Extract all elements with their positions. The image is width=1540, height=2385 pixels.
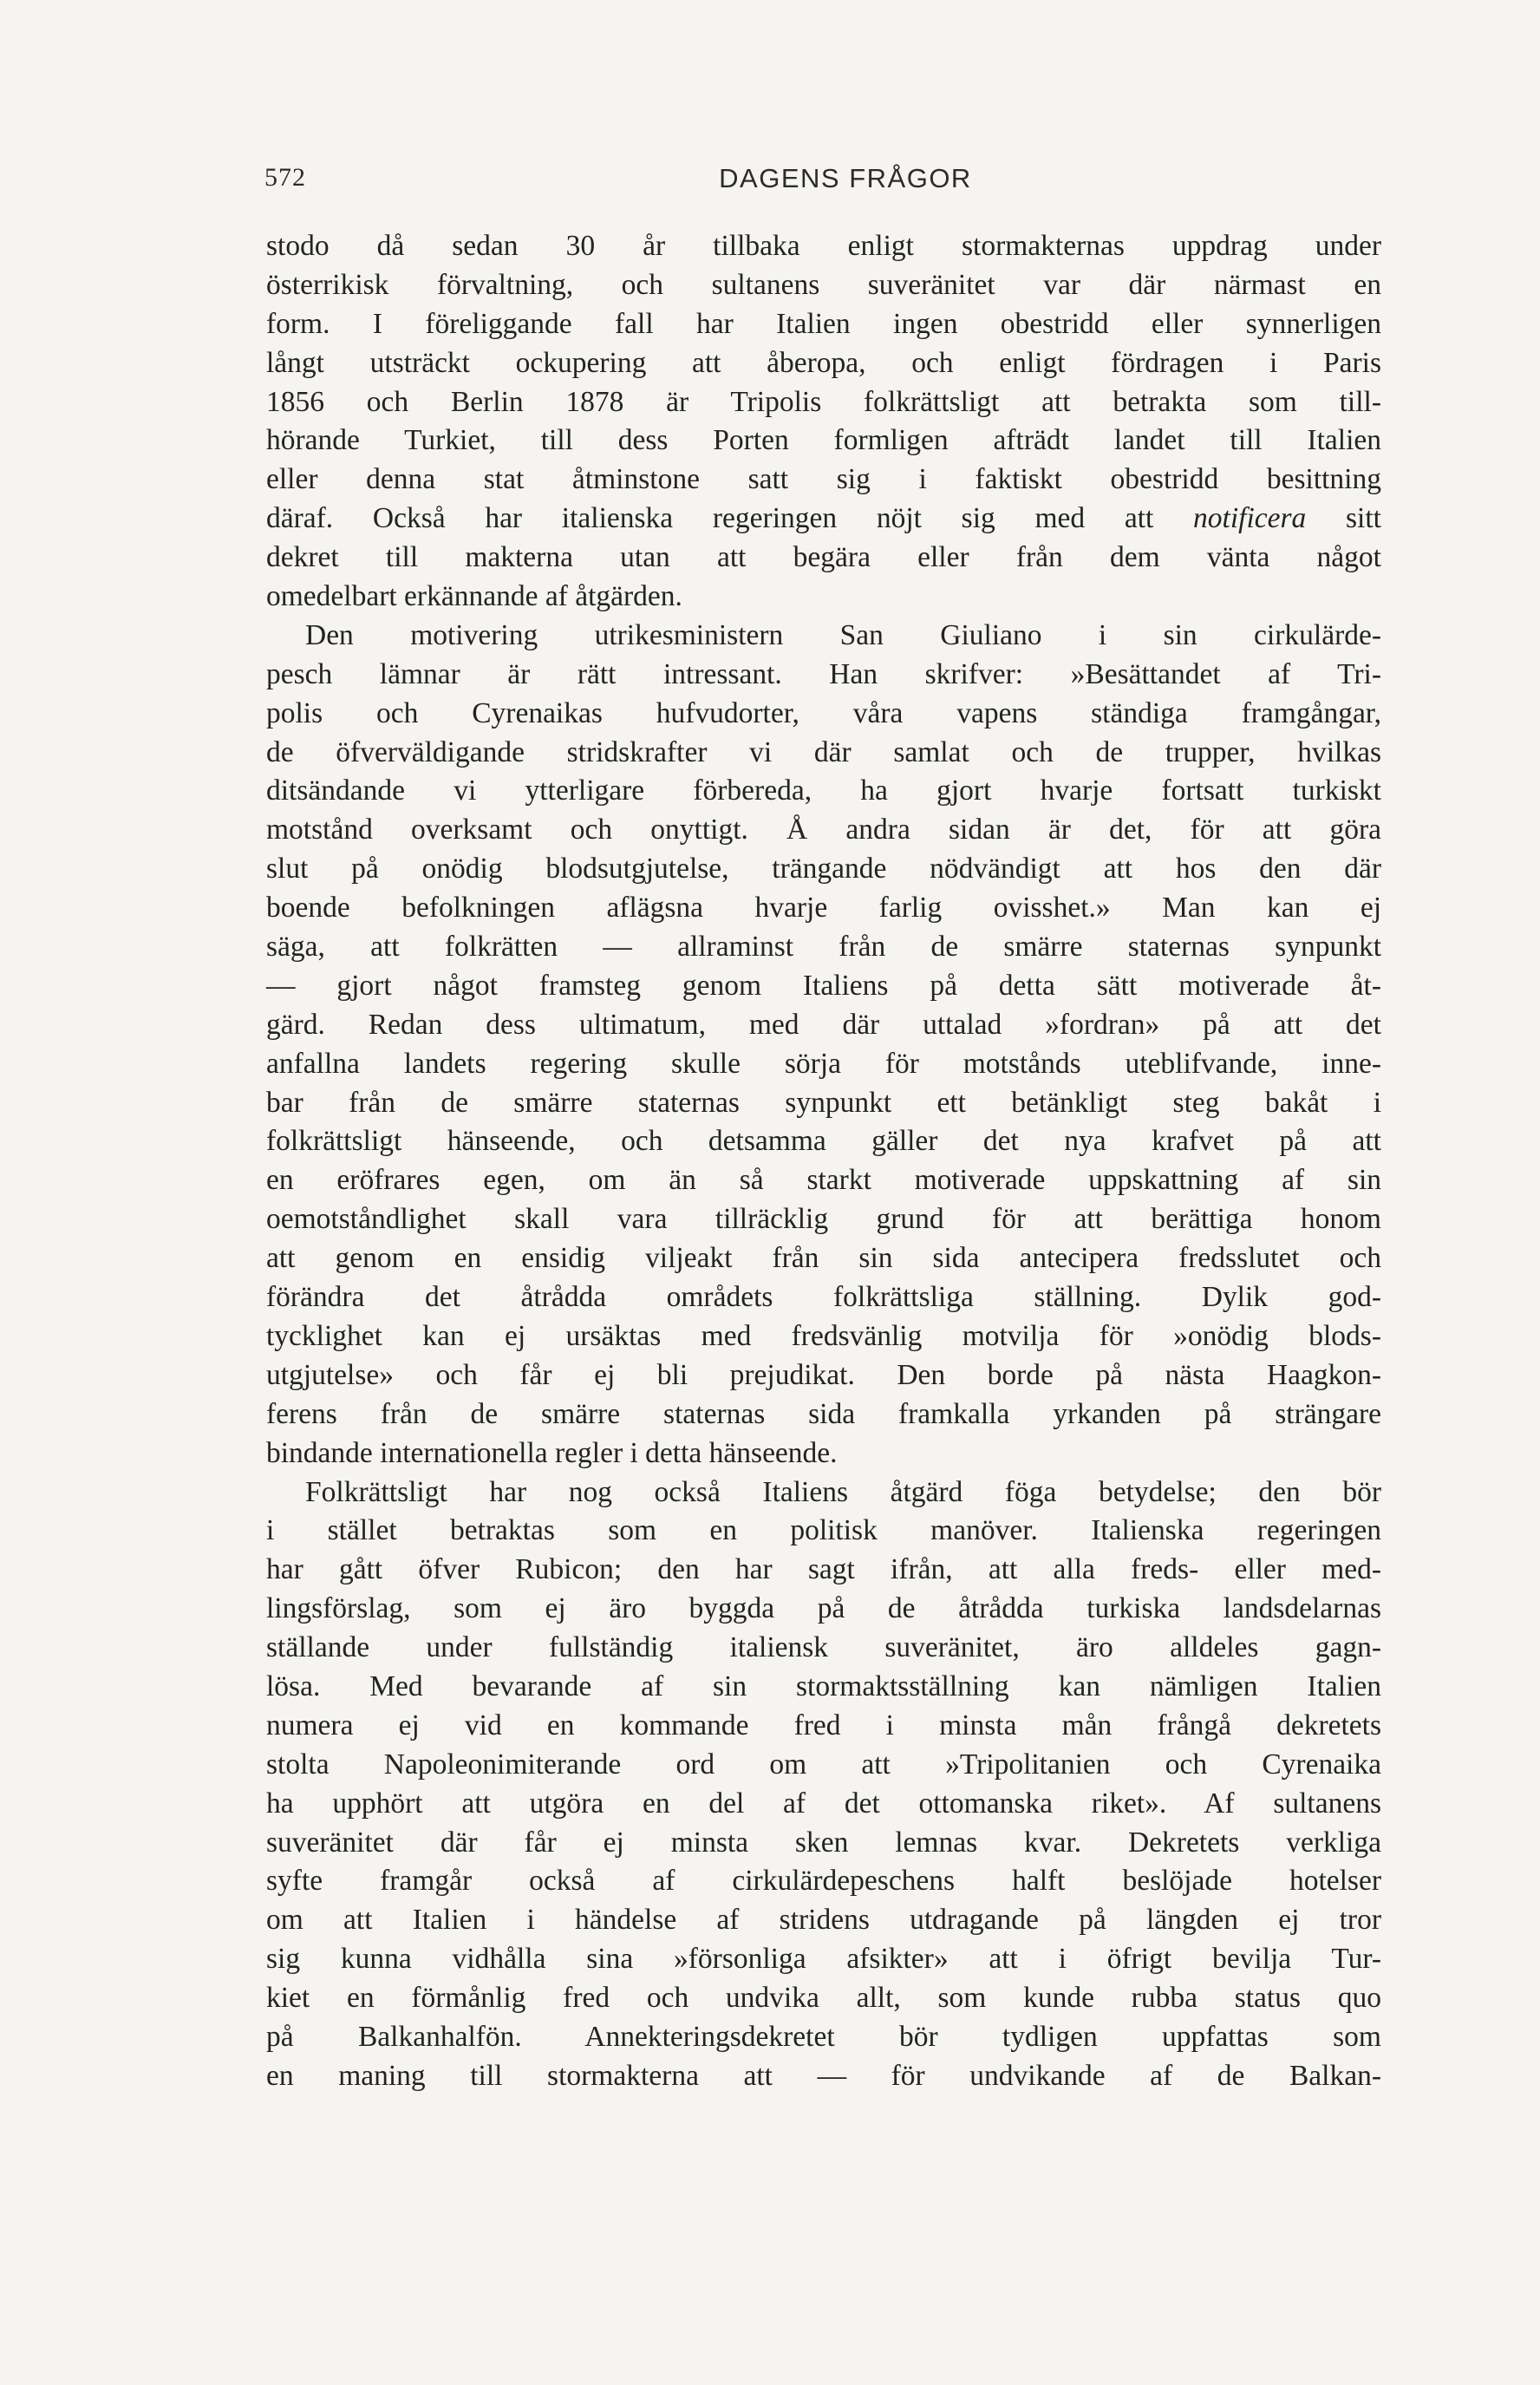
text-line: slut på onödig blodsutgjutelse, trängande nödvändigt att hos den där — [266, 853, 1381, 885]
text-line: form. I föreliggande fall har Italien ingen obestridd eller synnerligen — [266, 307, 1381, 340]
text-line: boende befolkningen aflägsna hvarje farlig ovisshet.» Man kan ej — [266, 892, 1381, 925]
text-line: — gjort något framsteg genom Italiens på detta sätt motiverade åt- — [266, 969, 1381, 1002]
text-line: en maning till stormakterna att — för undvikande af de Balkan- — [266, 2059, 1381, 2092]
text-line: ha upphört att utgöra en del af det ottomanska riket». Af sultanens — [266, 1787, 1381, 1820]
text-line: österrikisk förvaltning, och sultanens suveränitet var där närmast en — [266, 268, 1381, 301]
italic-text: notificera — [1193, 502, 1307, 535]
text-line: dekret till makterna utan att begära eller från dem vänta något — [266, 541, 1381, 574]
text-line: om att Italien i händelse af stridens utdragande på längden ej tror — [266, 1904, 1381, 1937]
text-line: oemotståndlighet skall vara tillräcklig grund för att berättiga honom — [266, 1203, 1381, 1236]
text-line: de öfverväldigande stridskrafter vi där samlat och de trupper, hvilkas — [266, 735, 1381, 768]
text-line: Folkrättsligt har nog också Italiens åtgärd föga betydelse; den bör — [305, 1475, 1381, 1508]
text-line: förändra det åtrådda områdets folkrättsliga ställning. Dylik god- — [266, 1281, 1381, 1314]
text-line: har gått öfver Rubicon; den har sagt ifrån, att alla freds- eller med- — [266, 1553, 1381, 1586]
text-line: pesch lämnar är rätt intressant. Han skrifver: »Besättandet af Tri- — [266, 657, 1381, 690]
text-segment: sitt — [1306, 502, 1381, 535]
text-line: anfallna landets regering skulle sörja för motstånds uteblifvande, inne- — [266, 1047, 1381, 1080]
text-line: utgjutelse» och får ej bli prejudikat. Den borde på nästa Haagkon- — [266, 1358, 1381, 1391]
text-line: folkrättsligt hänseende, och detsamma gäller det nya krafvet på att — [266, 1125, 1381, 1158]
text-line: stodo då sedan 30 år tillbaka enligt stormakternas uppdrag under — [266, 230, 1381, 262]
text-line: tycklighet kan ej ursäktas med fredsvänlig motvilja för »onödig blods- — [266, 1319, 1381, 1352]
text-line: hörande Turkiet, till dess Porten formligen afträdt landet till Italien — [266, 424, 1381, 457]
text-line: omedelbart erkännande af åtgärden. — [266, 580, 682, 613]
text-line: bindande internationella regler i detta hänseende. — [266, 1436, 838, 1469]
text-line: syfte framgår också af cirkulärdepeschens halft beslöjade hotelser — [266, 1865, 1381, 1898]
page-header — [264, 163, 1426, 215]
text-line: ställande under fullständig italiensk suveränitet, äro alldeles gagn- — [266, 1631, 1381, 1664]
text-line: långt utsträckt ockupering att åberopa, och enligt fördragen i Paris — [266, 346, 1381, 379]
text-line: gärd. Redan dess ultimatum, med där uttalad »fordran» på att det — [266, 1008, 1381, 1041]
text-line — [266, 500, 1381, 539]
text-line: ferens från de smärre staternas sida framkalla yrkanden på strängare — [266, 1397, 1381, 1430]
text-line: lösa. Med bevarande af sin stormaktsställning kan nämligen Italien — [266, 1670, 1381, 1702]
running-head: DAGENS FRÅGOR — [719, 163, 972, 193]
text-line: polis och Cyrenaikas hufvudorter, våra vapens ständiga framgångar, — [266, 696, 1381, 729]
text-line: att genom en ensidig viljeakt från sin sida antecipera fredsslutet och — [266, 1242, 1381, 1275]
text-line: Den motivering utrikesministern San Giuliano i sin cirkulärde- — [305, 618, 1381, 651]
text-line: en eröfrares egen, om än så starkt motiverade uppskattning af sin — [266, 1164, 1381, 1197]
text-line: lingsförslag, som ej äro byggda på de åtrådda turkiska landsdelarnas — [266, 1592, 1381, 1625]
text-line: bar från de smärre staternas synpunkt ett betänkligt steg bakåt i — [266, 1086, 1381, 1119]
text-line: ditsändande vi ytterligare förbereda, ha gjort hvarje fortsatt turkiskt — [266, 774, 1381, 807]
text-line: motstånd overksamt och onyttigt. Å andra sidan är det, för att göra — [266, 814, 1381, 846]
text-line: sig kunna vidhålla sina »försonliga afsikter» att i öfrigt bevilja Tur- — [266, 1943, 1381, 1976]
text-line: numera ej vid en kommande fred i minsta mån frångå dekretets — [266, 1709, 1381, 1741]
text-line: på Balkanhalfön. Annekteringsdekretet bör tydligen uppfattas som — [266, 2020, 1381, 2053]
text-line: kiet en förmånlig fred och undvika allt, som kunde rubba status quo — [266, 1982, 1381, 2015]
text-line: suveränitet där får ej minsta sken lemnas kvar. Dekretets verkliga — [266, 1826, 1381, 1859]
text-line: i stället betraktas som en politisk manöver. Italienska regeringen — [266, 1514, 1381, 1547]
text-line: 1856 och Berlin 1878 är Tripolis folkrättsligt att betrakta som till- — [266, 385, 1381, 418]
page-number: 572 — [264, 163, 306, 192]
text-line: säga, att folkrätten — allraminst från de smärre staternas synpunkt — [266, 931, 1381, 964]
body-text — [266, 227, 1381, 2096]
text-segment: däraf. Också har italienska regeringen nöjt sig med att — [266, 502, 1194, 535]
text-line: stolta Napoleonimiterande ord om att »Tripolitanien och Cyrenaika — [266, 1748, 1381, 1781]
text-line: eller denna stat åtminstone satt sig i faktiskt obestridd besittning — [266, 463, 1381, 496]
